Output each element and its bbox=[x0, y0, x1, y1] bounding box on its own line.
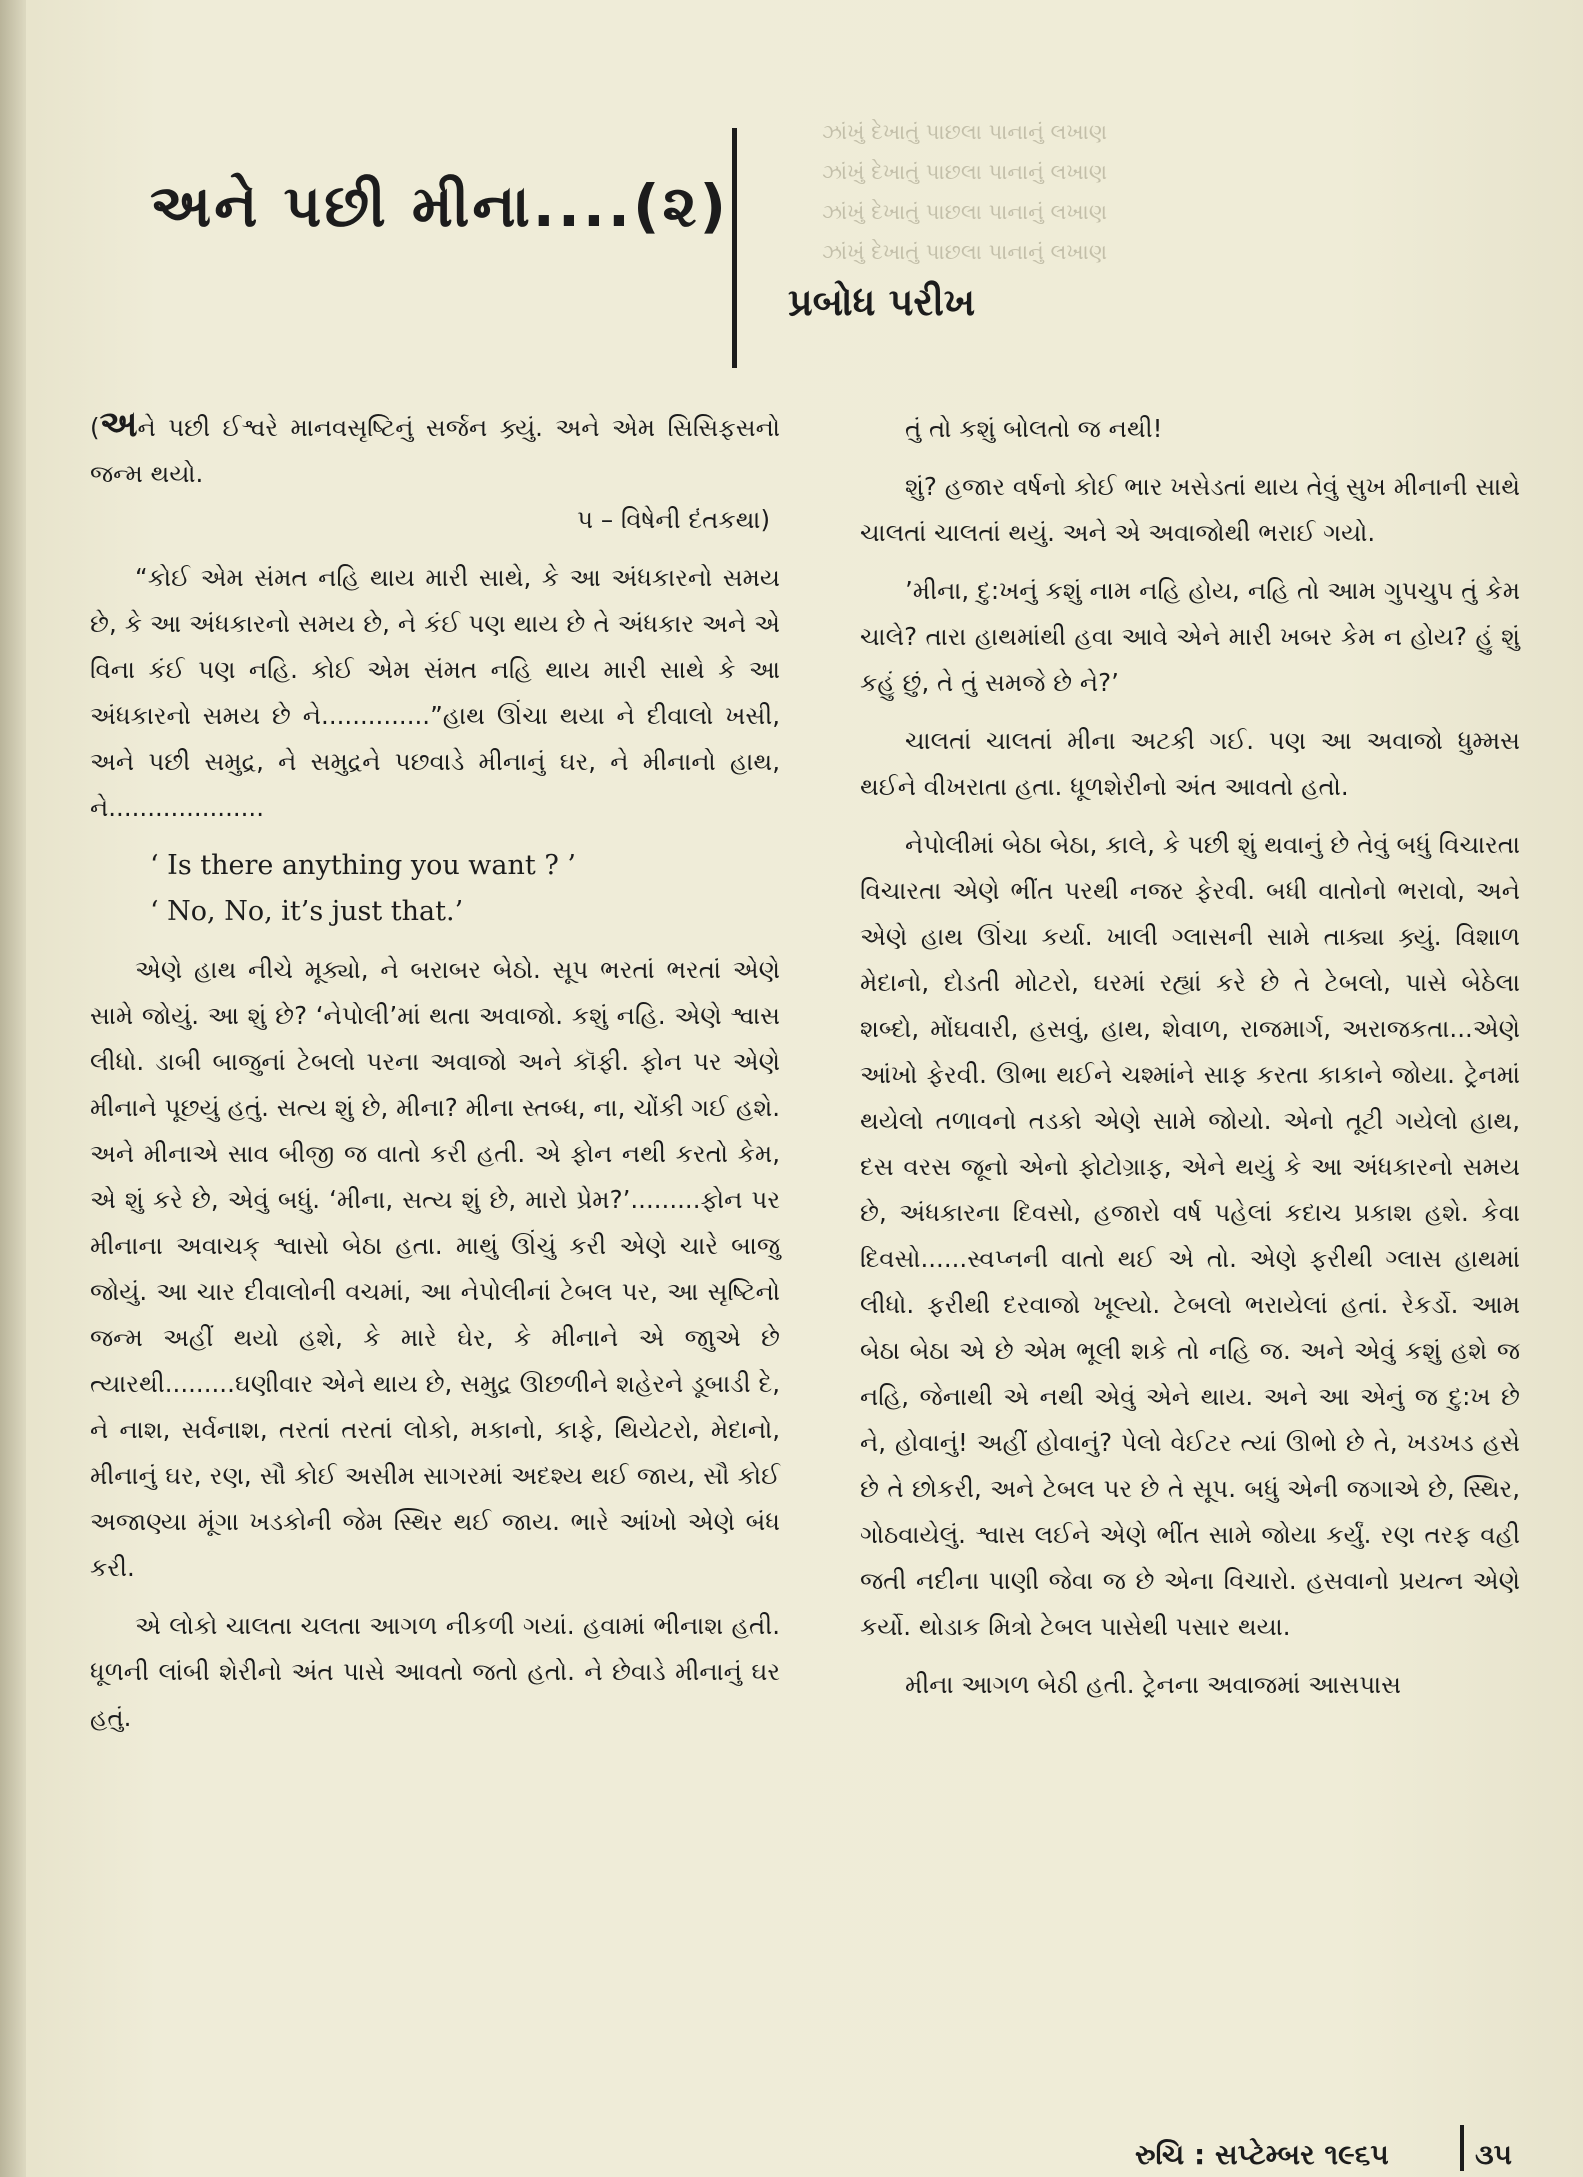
paragraph: એણે હાથ નીચે મૂક્યો, ને બરાબર બેઠો. સૂપ ભરતાં ભરતાં એણે સામે જોયું. આ શું છે? ‘નેપોલી’માં થતા અવાજો. કશું નહિ. એણે શ્વાસ લીધો. ડાબી બાજુનાં ટેબલો પરના અવાજો અને કૉફી. ફોન પર એણે મીનાને પૂછયું હતું. સત્ય શું છે, મીના? મીના સ્તબ્ધ, ના, ચોંકી ગઈ હશે. અને મીનાએ સાવ બીજી જ વાતો કરી હતી. એ ફોન નથી કરતો કેમ, એ શું કરે છે, એવું બધું. ‘મીના, સત્ય શું છે, મારો પ્રેમ?’.........ફોન પર મીનાના અવાચક્ શ્વાસો બેઠા હતા. માથું ઊંચું કરી એણે ચારે બાજુ જોયું. આ ચાર દીવાલોની વચમાં, આ નેપોલીનાં ટેબલ પર, આ સૃષ્ટિનો જન્મ અહીં થયો હશે, કે મારે ઘેર, કે મીનાને એ જાુએ છે ત્યારથી.........ઘણીવાર એને થાય છે, સમુદ્ર ઊછળીને શહેરને ડૂબાડી દે, ને નાશ, સર્વનાશ, તરતાં તરતાં લોકો, મકાનો, કાફે, થિયેટરો, મેદાનો, મીનાનું ઘર, રણ, સૌ કોઈ અસીમ સાગરમાં અદશ્ય થઈ જાય, સૌ કોઈ અજાણ્યા મૂંગા ખડકોની જેમ સ્થિર થઈ જાય. ભારે આંખો એણે બંધ કરી. bbox=[90, 955, 780, 1582]
paragraph: એ લોકો ચાલતા ચલતા આગળ નીકળી ગયાં. હવામાં ભીનાશ હતી. ધૂળની લાંબી શેરીનો અંત પાસે આવતો જતો હતો. ને છેવાડે મીનાનું ઘર હતું. bbox=[90, 1611, 780, 1732]
paragraph: “કોઈ એમ સંમત નહિ થાય મારી સાથે, કે આ અંધકારનો સમય છે, કે આ અંધકારનો સમય છે, ને કંઈ પણ થાય છે તે અંધકાર અને એ વિના કંઈ પણ નહિ. કોઈ એમ સંમત નહિ થાય મારી સાથે કે આ અંધકારનો સમય છે ને..............”હાથ ઊંચા થયા ને દીવાલો ખસી, અને પછી સમુદ્ર, ને સમુદ્રને પછવાડે મીનાનું ઘર, ને મીનાનો હાથ, ને.................... bbox=[90, 563, 780, 822]
running-footer: રુચિ : સપ્ટેમ્બર ૧૯૬૫ bbox=[1135, 2138, 1389, 2171]
article-author: પ્રબોધ પરીખ bbox=[788, 280, 976, 324]
bleed-through-text: ઝાંખું દેખાતું પાછલા પાનાનું લખાણ ઝાંખું દેખાતું પાછલા પાનાનું લખાણ ઝાંખું દેખાતું પાછલા પાનાનું લખાણ ઝાંખું દેખાતું પાછલા પાનાનું લખાણ bbox=[822, 120, 1108, 264]
right-column bbox=[860, 406, 1520, 1720]
paragraph: શું? હજાર વર્ષનો કોઈ ભાર ખસેડતાં થાય તેવું સુખ મીનાની સાથે ચાલતાં ચાલતાં થયું. અને એ અવાજોથી ભરાઈ ગયો. bbox=[860, 472, 1520, 547]
page-number: ૩૫ bbox=[1475, 2138, 1513, 2171]
article-title: અને પછી મીના....(૨) bbox=[150, 172, 729, 240]
epigraph-source: પ – વિષેની દંતકથા) bbox=[577, 505, 770, 534]
title-divider bbox=[732, 128, 737, 368]
left-column bbox=[90, 402, 780, 1753]
english-quote: ‘ No, No, it’s just that.’ bbox=[150, 896, 464, 927]
footer-divider bbox=[1460, 2125, 1464, 2171]
paragraph: મીના આગળ બેઠી હતી. ટ્રેનના અવાજમાં આસપાસ bbox=[905, 1670, 1401, 1699]
paragraph: તું તો કશું બોલતો જ નથી! bbox=[905, 414, 1163, 443]
paragraph: ચાલતાં ચાલતાં મીના અટકી ગઈ. પણ આ અવાજો ધુમ્મસ થઈને વીખરાતા હતા. ધૂળશેરીનો અંત આવતો હતો. bbox=[860, 726, 1520, 801]
epigraph: (અને પછી ઈશ્વરે માનવસૃષ્ટિનું સર્જન ક્ર્યું. અને એમ સિસિફસનો જન્મ થયો. bbox=[90, 404, 780, 488]
paragraph: ’મીના, દુ:ખનું કશું નામ નહિ હોય, નહિ તો આમ ગુપચુપ તું કેમ ચાલે? તારા હાથમાંથી હવા આવે એને મારી ખબર કેમ ન હોય? હું શું કહું છું, તે તું સમજે છે ને?’ bbox=[860, 576, 1520, 697]
paragraph: નેપોલીમાં બેઠા બેઠા, કાલે, કે પછી શું થવાનું છે તેવું બધું વિચારતા વિચારતા એણે ભીંત પરથી નજર ફેરવી. બધી વાતોનો ભરાવો, અને એણે હાથ ઊંચા કર્યા. ખાલી ગ્લાસની સામે તાક્યા ક્ર્યું. વિશાળ મેદાનો, દોડતી મોટરો, ઘરમાં રહ્યાં કરે છે તે ટેબલો, પાસે બેઠેલા શબ્દો, મોંઘવારી, હસવું, હાથ, શેવાળ, રાજમાર્ગ, અરાજકતા...એણે આંખો ફેરવી. ઊભા થઈને ચશ્માંને સાફ કરતા કાકાને જોયા. ટ્રેનમાં થયેલો તળાવનો તડકો એણે સામે જોયો. એનો તૂટી ગયેલો હાથ, દસ વરસ જૂનો એનો ફોટોગ્રાફ, એને થયું કે આ અંધકારનો સમય છે, અંધકારના દિવસો, હજારો વર્ષ પહેલાં કદાચ પ્રકાશ હશે. કેવા દિવસો......સ્વપ્નની વાતો થઈ એ તો. એણે ફરીથી ગ્લાસ હાથમાં લીધો. ફરીથી દરવાજો ખૂલ્યો. ટેબલો ભરાયેલાં હતાં. રેકર્ડો. આમ બેઠા બેઠા એ છે એમ ભૂલી શકે તો નહિ જ. અને એવું કશું હશે જ નહિ, જેનાથી એ નથી એવું એને થાય. અને આ એનું જ દુ:ખ છે ને, હોવાનું! અહીં હોવાનું? પેલો વેઈટર ત્યાં ઊભો છે તે, ખડખડ હસે છે તે છોકરી, અને ટેબલ પર છે તે સૂપ. બધું એની જગાએ છે, સ્થિર, ગોઠવાયેલું. શ્વાસ લઈને એણે ભીંત સામે જોયા કર્યું. રણ તરફ વહી જતી નદીના પાણી જેવા જ છે એના વિચારો. હસવાનો પ્રયત્ન એણે કર્યો. થોડાક મિત્રો ટેબલ પાસેથી પસાર થયા. bbox=[860, 830, 1520, 1641]
binding-shadow bbox=[0, 0, 26, 2177]
drop-cap: અ bbox=[99, 404, 138, 445]
english-quote: ‘ Is there anything you want ? ’ bbox=[150, 850, 576, 881]
